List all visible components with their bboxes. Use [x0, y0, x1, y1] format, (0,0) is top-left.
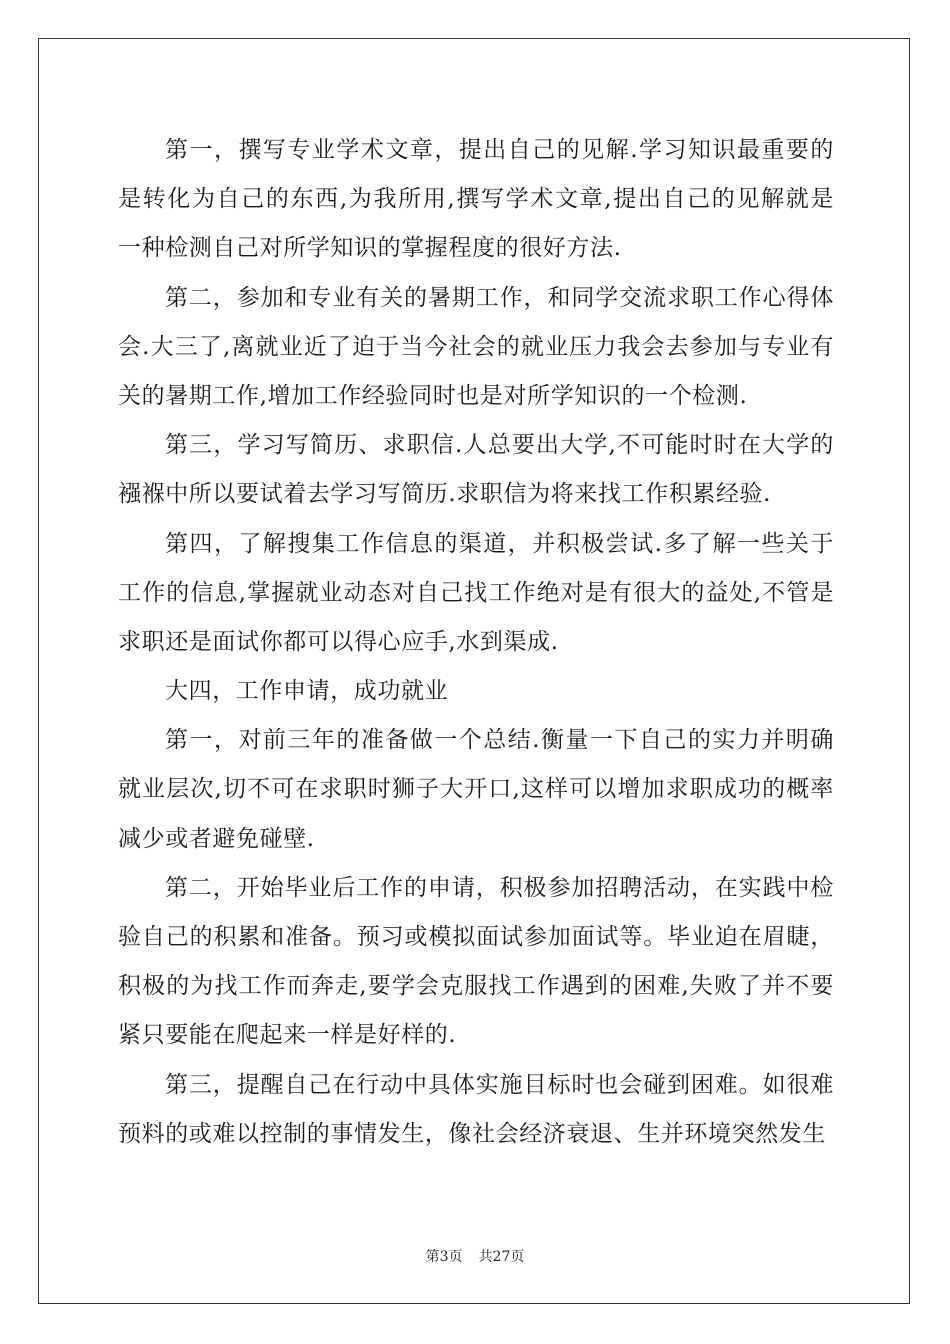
text-line: 验自己的积累和准备。预习或模拟面试参加面试等。毕业迫在眉睫， [118, 924, 834, 950]
text-line: 第三，学习写简历、求职信.人总要出大学,不可能时时在大学的 [165, 432, 834, 459]
text-line: 第一，对前三年的准备做一个总结.衡量一下自己的实力并明确 [165, 727, 834, 754]
text-line: 襁褓中所以要试着去学习写简历.求职信为将来找工作积累经验. [118, 481, 772, 508]
text-line: 积极的为找工作而奔走,要学会克服找工作遇到的困难,失败了并不要 [118, 973, 834, 1000]
text-line: 第一，撰写专业学术文章，提出自己的见解.学习知识最重要的 [165, 137, 834, 163]
text-line: 大四，工作申请，成功就业 [165, 678, 449, 705]
text-line: 预料的或难以控制的事情发生，像社会经济衰退、生并环境突然发生 [118, 1120, 826, 1147]
text-line: 就业层次,切不可在求职时狮子大开口,这样可以增加求职成功的概率 [118, 776, 834, 803]
paragraph [118, 1061, 834, 1159]
page-total: 共27页 [478, 1249, 525, 1265]
text-line: 第二，参加和专业有关的暑期工作，和同学交流求职工作心得体 [165, 284, 834, 311]
text-line: 会.大三了,离就业近了迫于当今社会的就业压力我会去参加与专业有 [118, 333, 834, 360]
paragraph [118, 520, 834, 668]
text-line: 是转化为自己的东西,为我所用,撰写学术文章,提出自己的见解就是 [118, 186, 834, 213]
text-line: 工作的信息,掌握就业动态对自己找工作绝对是有很大的益处,不管是 [118, 579, 834, 606]
text-line: 求职还是面试你都可以得心应手,水到渠成. [118, 628, 559, 655]
paragraph [118, 421, 834, 519]
text-line: 一种检测自己对所学知识的掌握程度的很好方法. [118, 235, 622, 262]
paragraph [118, 126, 834, 274]
paragraph [118, 667, 834, 716]
paragraph [118, 716, 834, 864]
text-line: 紧只要能在爬起来一样是好样的. [118, 1022, 457, 1049]
paragraph [118, 274, 834, 422]
page-number: 第3页 [425, 1249, 463, 1265]
text-line: 第二，开始毕业后工作的申请，积极参加招聘活动，在实践中检 [165, 874, 834, 901]
text-line: 关的暑期工作,增加工作经验同时也是对所学知识的一个检测. [118, 382, 748, 409]
page-footer [0, 1246, 950, 1266]
document-body [118, 126, 834, 1159]
text-line: 第三，提醒自己在行动中具体实施目标时也会碰到困难。如很难 [165, 1071, 834, 1098]
paragraph [118, 864, 834, 1061]
text-line: 第四，了解搜集工作信息的渠道，并积极尝试.多了解一些关于 [165, 530, 834, 557]
text-line: 减少或者避免碰壁. [118, 825, 315, 852]
